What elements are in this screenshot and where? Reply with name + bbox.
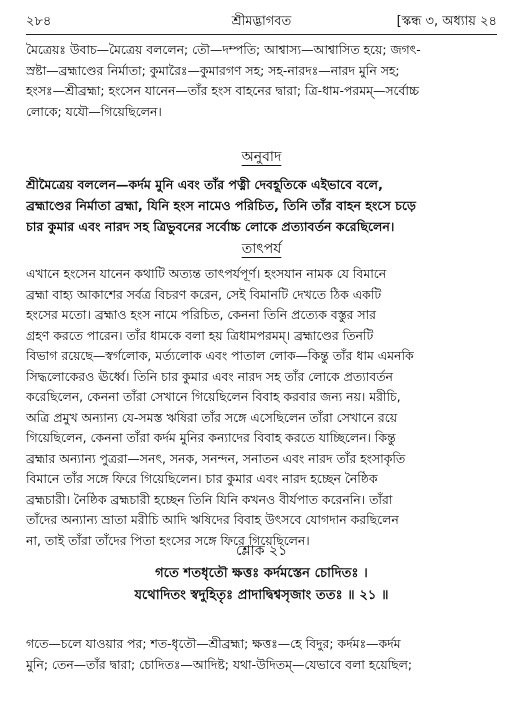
translation-line: শ্রীমৈত্রেয় বললেন—কর্দম মুনি এবং তাঁর পত্নী দেবহূতিকে এইভাবে বলে, xyxy=(26,177,383,192)
purport-line: হংসের মতো। ব্রহ্মাও হংস নামে পরিচিত, কেননা তিনি প্রত্যেক বস্তুর সার xyxy=(26,307,376,322)
verse-synonym-line: গতে—চলে যাওয়ার পর; শত-ধৃতৌ—শ্রীব্রহ্মা; ক্ষত্তঃ—হে বিদুর; কর্দমঃ—কর্দম xyxy=(26,636,401,651)
translation-line: ব্রহ্মাণ্ডের নির্মাতা ব্রহ্মা, যিনি হংস নামেও পরিচিত, তিনি তাঁর বাহন হংসে চড়ে xyxy=(26,198,417,213)
verse-heading: শ্লোক ২১ xyxy=(235,543,288,559)
verse-line: গতে শতধৃতৌ ক্ষত্তঃ কর্দমস্তেন চোদিতঃ । xyxy=(155,566,368,581)
purport-line: ব্রহ্মচারী। নৈষ্ঠিক ব্রহ্মচারী হচ্ছেন তিনি যিনি কখনও বীর্যপাত করেননি। তাঁরা xyxy=(26,491,393,507)
verse-synonym-line: মুনি; তেন—তাঁর দ্বারা; চোদিতঃ—আদিষ্ট; যথা-উদিতম্—যেভাবে বলা হয়েছিল; xyxy=(26,656,413,672)
purport-line: তাঁদের অন্যান্য ভ্রাতা মরীচি আদি ঋষিদের বিবাহ উৎসবে যোগদান করছিলেন xyxy=(26,512,399,527)
book-title: শ্রীমদ্ভাগবত xyxy=(231,14,292,29)
synonym-line: লোকে; যযৌ—গিয়েছিলেন। xyxy=(26,103,162,119)
verse-block xyxy=(26,563,497,606)
chapter-reference: [স্কন্ধ ৩, অধ্যায় ২৪ xyxy=(396,14,497,29)
purport-line: করেছিলেন, কেননা তাঁরা সেখানে গিয়েছিলেন বিবাহ করবার জন্য নয়। মরীচি, xyxy=(26,389,401,404)
synonym-line: হংসঃ—শ্রীব্রহ্মা; হংসেন যানেন—তাঁর হংস বাহনের দ্বারা; ত্রি-ধাম-পরমম্—সর্বোচ্চ xyxy=(26,83,419,98)
header-divider xyxy=(26,34,497,35)
purport-line: বিভাগ রয়েছে—স্বর্গলোক, মর্ত্যলোক এবং পাতাল লোক—কিন্তু তাঁর ধাম এমনকি xyxy=(26,348,414,363)
purport-line: ব্রহ্মা বাহ্য আকাশের সর্বত্র বিচরণ করেন, সেই বিমানটি দেখতে ঠিক একটি xyxy=(26,286,382,302)
synonyms-block xyxy=(26,40,497,122)
page-header xyxy=(26,12,497,34)
purport-line: গ্রহণ করতে পারেন। তাঁর ধামকে বলা হয় ত্রিধামপরমম্। ব্রহ্মাণ্ডের তিনটি xyxy=(26,327,374,343)
purport-line: এখানে হংসেন যানেন কথাটি অত্যন্ত তাৎপর্যপূর্ণ। হংসযান নামক যে বিমানে xyxy=(26,266,387,281)
purport-line: না, তাই তাঁরা তাঁদের পিতা হংসের সঙ্গে ফিরে গিয়েছিলেন। xyxy=(26,532,310,548)
translation-line: চার কুমার এবং নারদ সহ ত্রিভুবনের সর্বোচ্চ লোকে প্রত্যাবর্তন করেছিলেন। xyxy=(26,219,395,234)
translation-heading-wrap xyxy=(26,147,497,168)
verse-synonyms-block xyxy=(26,634,497,675)
purport-line: বিমানে তাঁর সঙ্গে ফিরে গিয়েছিলেন। চার কুমার এবং নারদ হচ্ছেন নৈষ্ঠিক xyxy=(26,471,378,486)
purport-line: সিদ্ধলোকেরও ঊর্ধ্বে। তিনি চার কুমার এবং নারদ সহ তাঁর লোকে প্রত্যাবর্তন xyxy=(26,368,393,384)
translation-heading: অনুবাদ xyxy=(241,149,282,165)
purport-line: অত্রি প্রমুখ অন্যান্য যে-সমস্ত ঋষিরা তাঁর সঙ্গে এসেছিলেন তাঁরা সেখানে রয়ে xyxy=(26,409,398,425)
purport-heading-wrap xyxy=(26,239,497,260)
translation-block xyxy=(26,174,497,237)
verse-heading-wrap xyxy=(26,541,497,562)
verse-line: যথোদিতং স্বদুহিতৃঃ প্রাদাদ্বিশ্বসৃজাং ততঃ ॥ ২১ ॥ xyxy=(134,587,389,603)
purport-line: ব্রহ্মার অন্যান্য পুত্ররা—সনৎ, সনক, সনন্দন, সনাতন এবং নারদ তাঁর হংসাকৃতি xyxy=(26,450,406,466)
page-number: ২৮৪ xyxy=(26,14,52,29)
synonym-line: মৈত্রেয়ঃ উবাচ—মৈত্রেয় বললেন; তৌ—দম্পতি; আশ্বাস্য—আশ্বাসিত হয়ে; জগৎ- xyxy=(26,42,421,57)
purport-line: গিয়েছিলেন, কেননা তাঁরা কর্দম মুনির কন্যাদের বিবাহ করতে যাচ্ছিলেন। কিন্তু xyxy=(26,430,396,445)
synonym-line: স্রষ্টা—ব্রহ্মাণ্ডের নির্মাতা; কুমারৈঃ—কুমারগণ সহ; সহ-নারদঃ—নারদ মুনি সহ; xyxy=(26,62,400,78)
purport-heading: তাৎপর্য xyxy=(241,241,282,257)
purport-block xyxy=(26,264,497,551)
